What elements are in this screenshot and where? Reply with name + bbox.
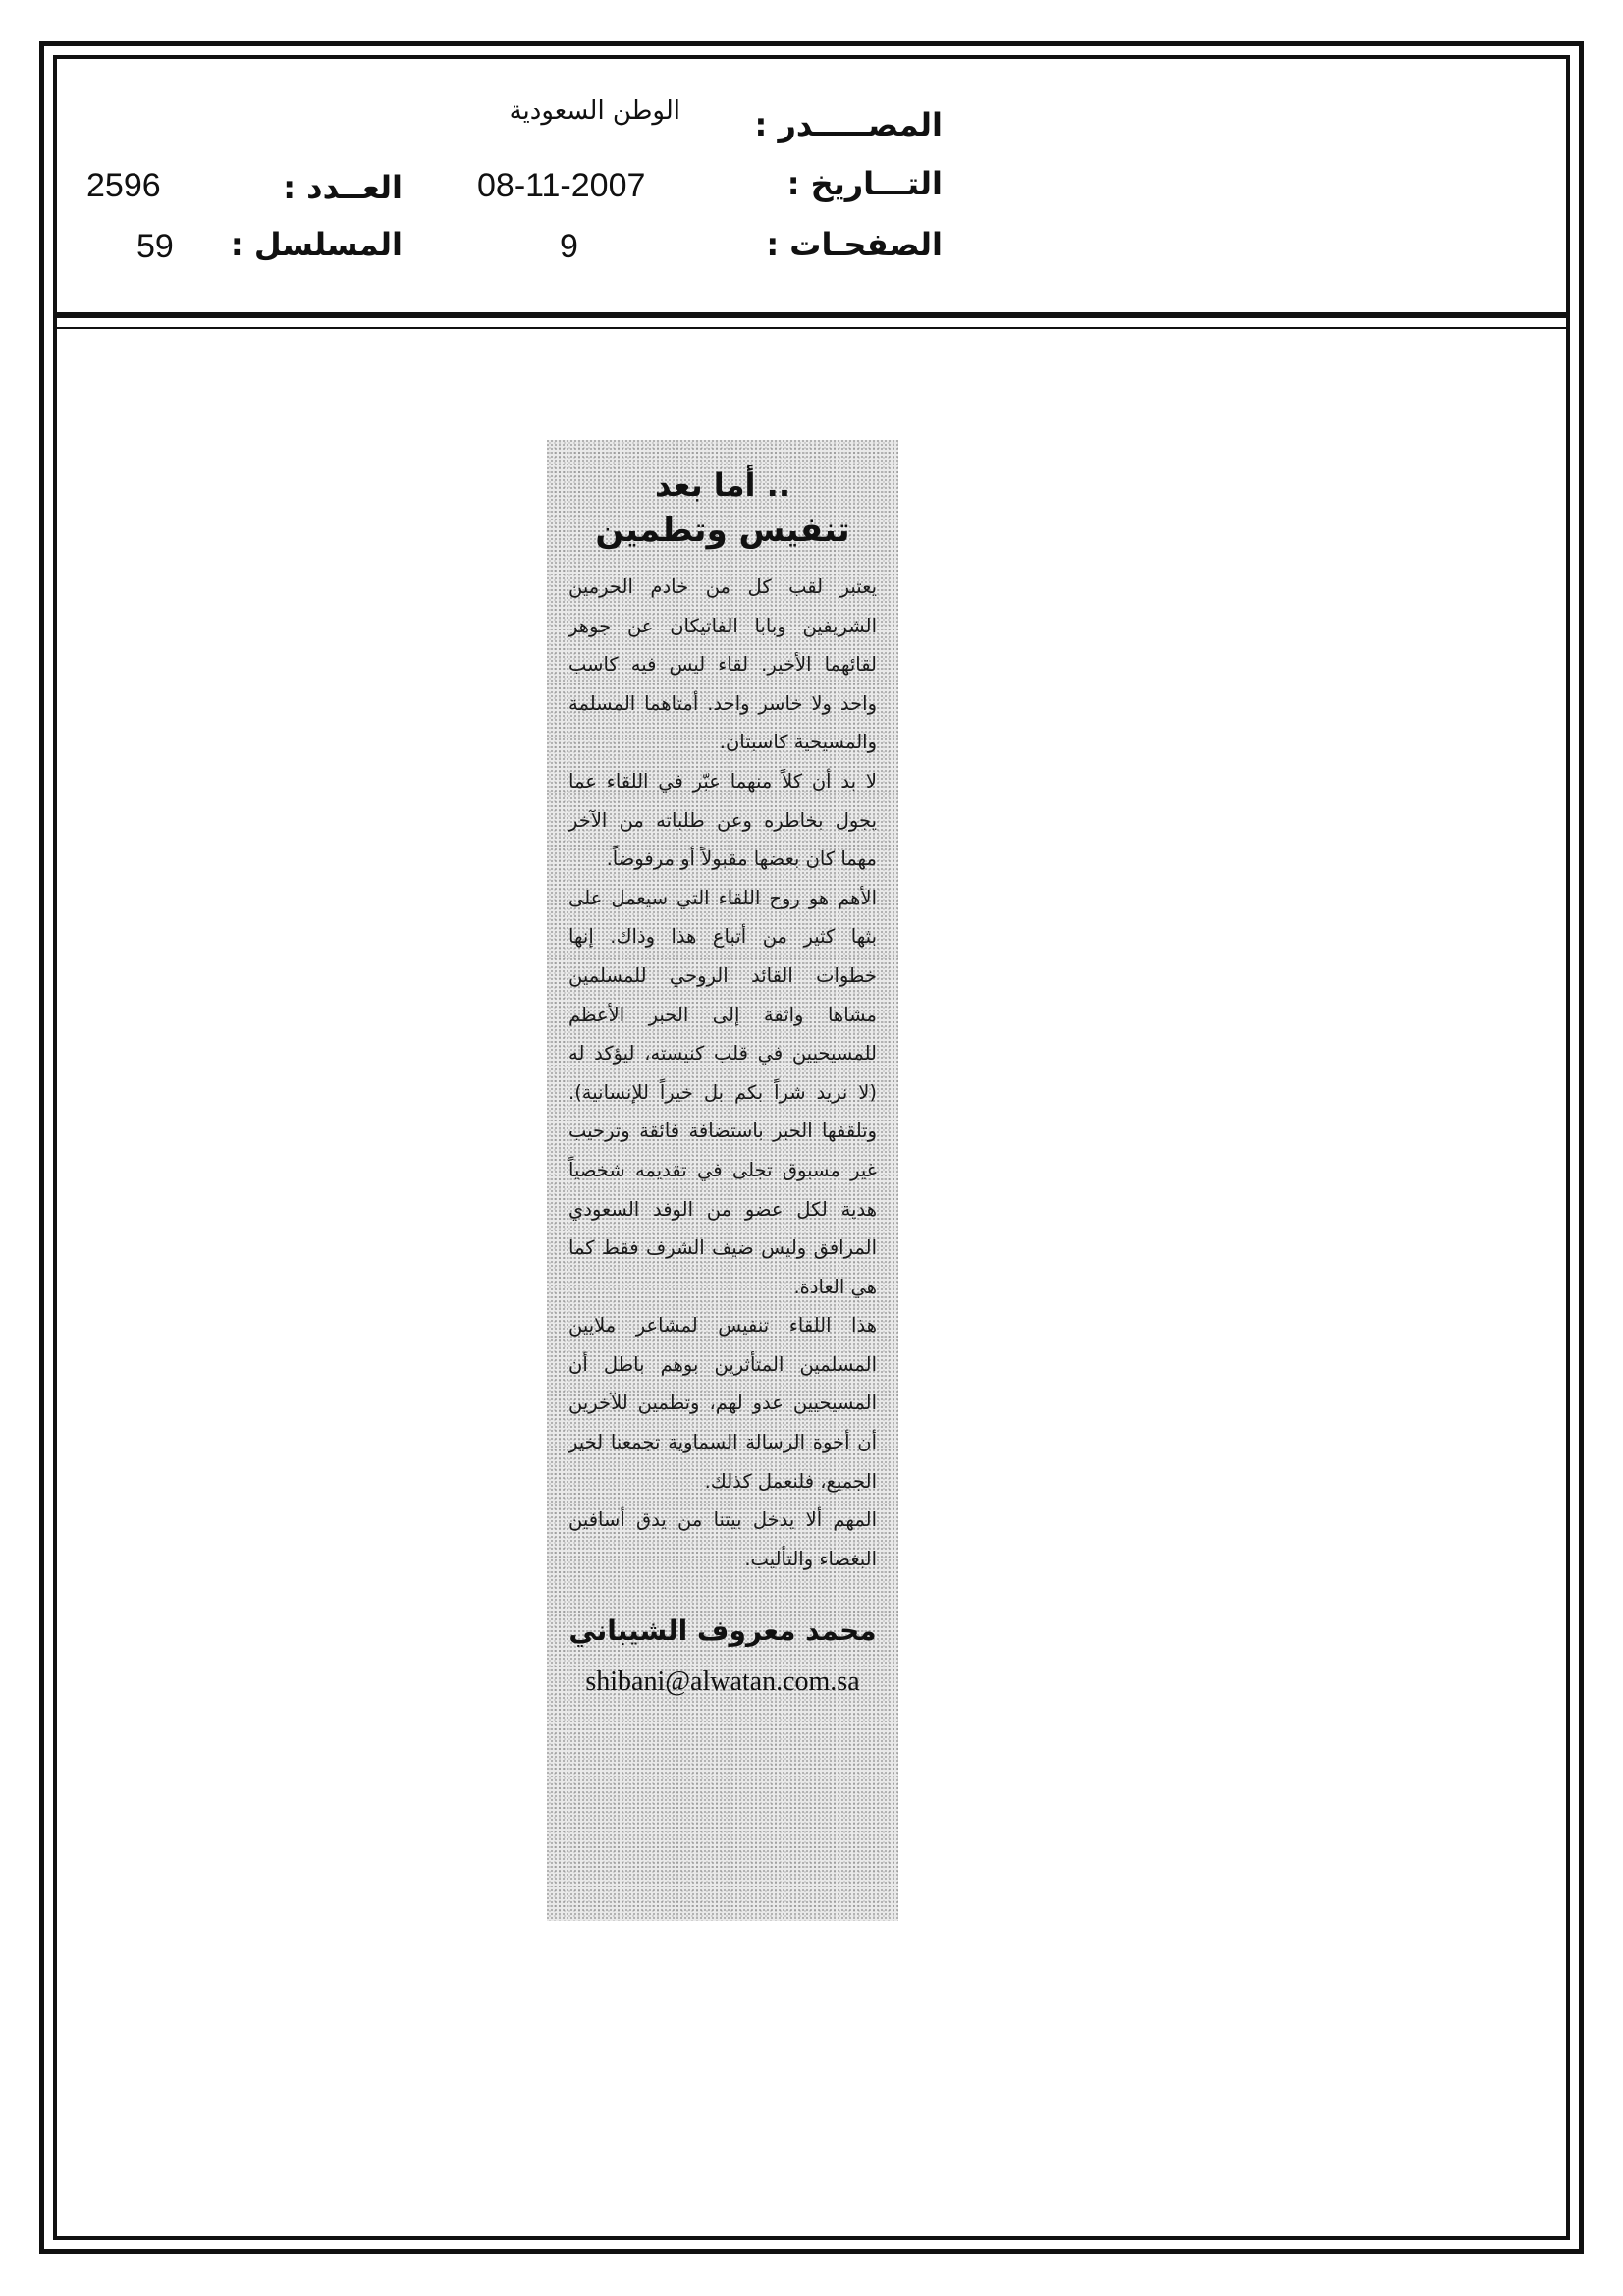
serial-label: المسلسل : [230,226,403,263]
article-kicker: .. أما بعد [655,466,790,504]
serial-value: 59 [136,228,174,265]
issue-label: العــدد : [283,169,403,206]
date-label: التـــاريخ : [786,165,943,202]
article-paragraph: لا بد أن كلاً منهما عبّر في اللقاء عما يجول بخاطره وعن طلباته من الآخر مهما كان بعضها مقبولاً أو مرفوضاً. [568,769,877,871]
source-label: المصـــــدر : [754,106,943,143]
date-value: 08-11-2007 [477,167,646,204]
article-title: تنفيس وتطمين [595,511,850,550]
article-paragraph: المهم ألا يدخل بيتنا من يدق أسافين البغضاء والتأليب. [568,1508,877,1570]
article-paragraph: هذا اللقاء تنفيس لمشاعر ملايين المسلمين المتأثرين بوهم باطل أن المسيحيين عدو لهم، وتطمين للآخرين أن أخوة الرسالة السماوية تجمعنا لخير الجميع، فلنعمل كذلك. [568,1314,877,1493]
author-email: shibani@alwatan.com.sa [585,1667,860,1698]
issue-value: 2596 [86,167,161,204]
header-divider-thin [53,327,1570,329]
pages-value: 9 [560,228,578,265]
pages-label: الصفحـات : [766,226,943,263]
source-value: الوطن السعودية [509,96,680,126]
article-author: محمد معروف الشيباني [568,1614,877,1648]
article-paragraph: الأهم هو روح اللقاء التي سيعمل على بثها كثير من أتباع هذا وذاك. إنها خطوات القائد الروحي للمسلمين مشاها واثقة إلى الحبر الأعظم للمسيحيين في قلب كنيسته، ليؤكد له (لا نريد شراً بكم بل خيراً للإنسانية). وتلقفها الحبر باستضافة فائقة وترحيب غير مسبوق تجلى في تقديمه شخصياً هدية لكل عضو من الوفد السعودي المرافق وليس ضيف الشرف فقط كما هي العادة. [568,886,877,1298]
header-divider [53,312,1570,318]
article-paragraph: يعتبر لقب كل من خادم الحرمين الشريفين وبابا الفاتيكان عن جوهر لقائهما الأخير. لقاء ليس فيه كاسب واحد ولا خاسر واحد. أمتاهما المسلمة والمسيحية كاسبتان. [568,575,877,754]
article-clipping [547,440,898,1921]
